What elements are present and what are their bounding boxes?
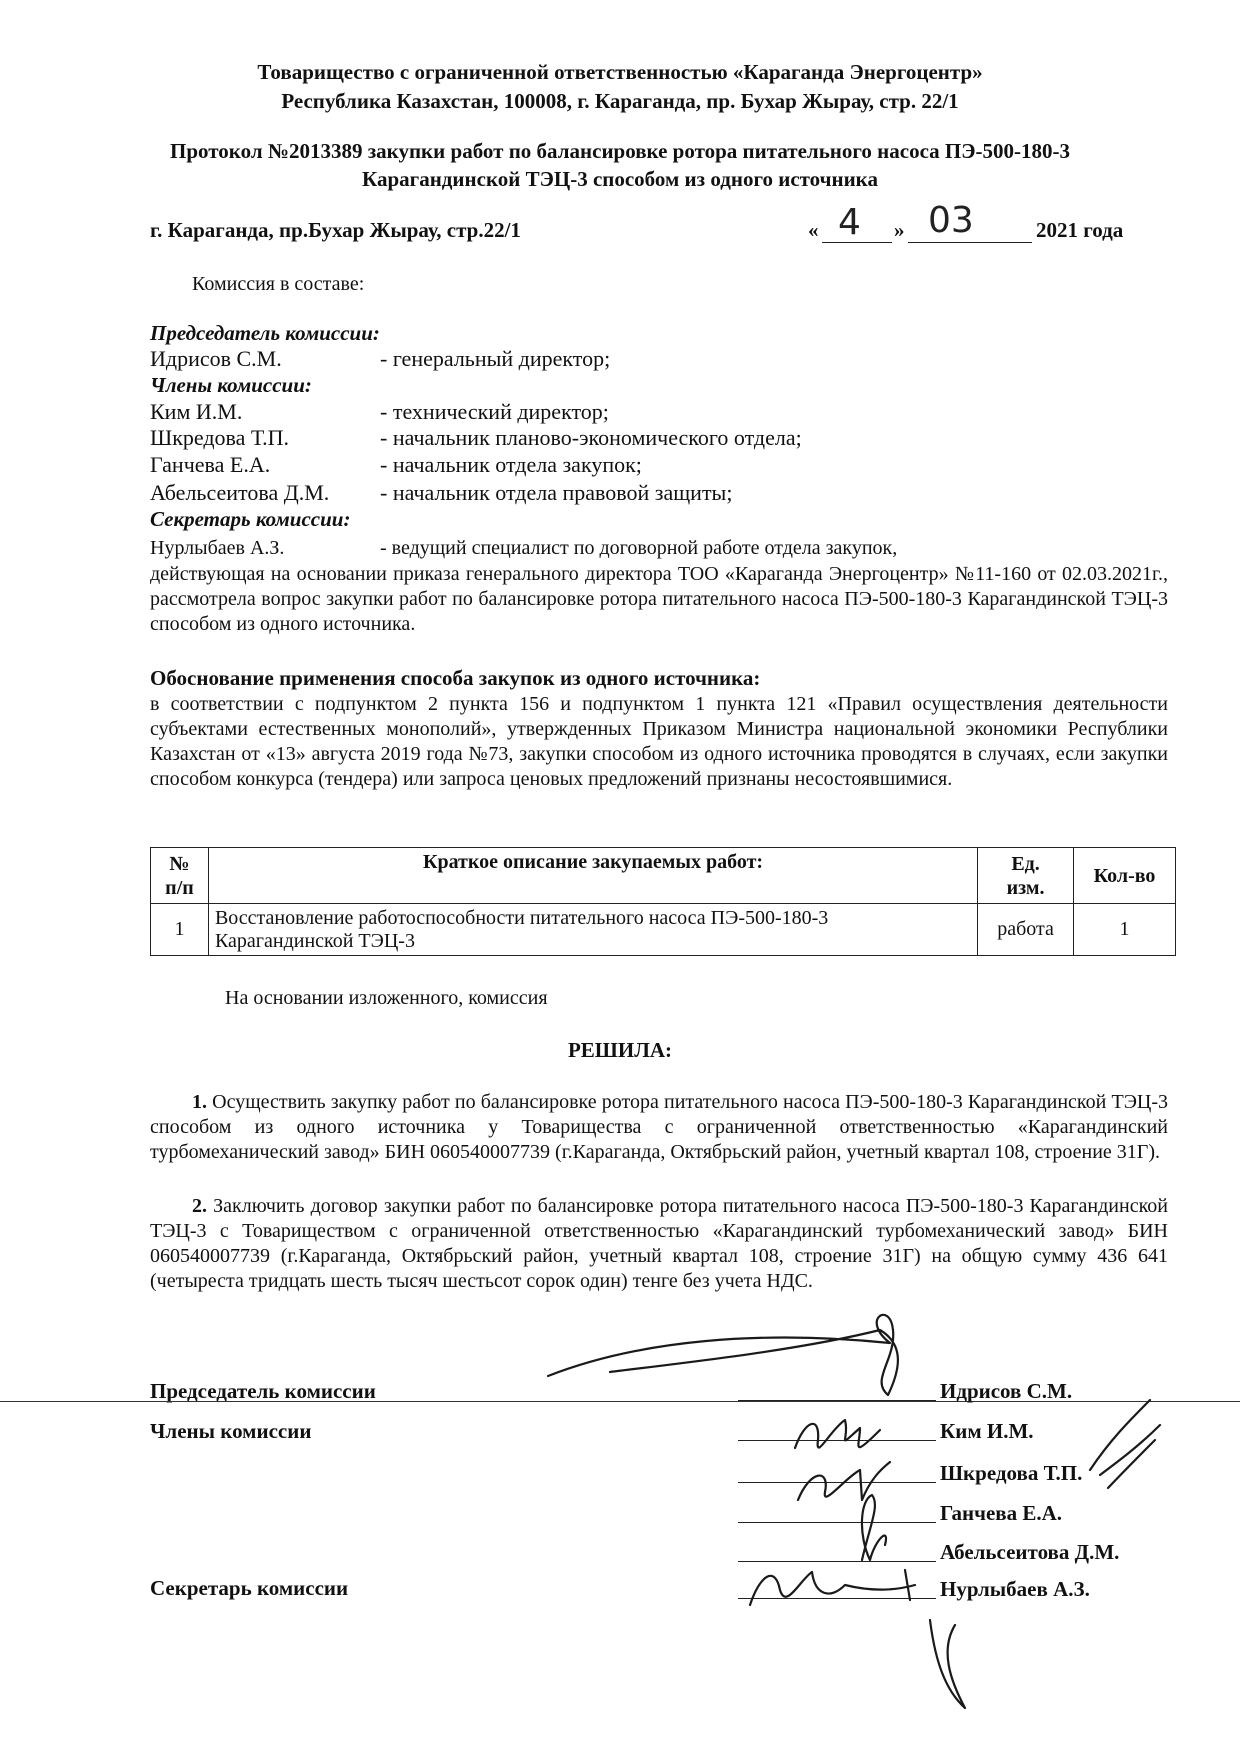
document-place: г. Караганда, пр.Бухар Жырау, стр.22/1 [150, 218, 521, 242]
member-name: Ким И.М. [150, 399, 243, 424]
justification-text: в соответствии с подпунктом 2 пункта 156 и подпунктом 1 пункта 121 «Правил осуществления деятельности субъектами естественных монополий», утвержденных Приказом Министра национальной экономики Республики Казахстан от «13» августа 2019 года №73, закупки способом из одного источника проводятся в случаях, если закупки способом конкурса (тендера) или запроса ценовых предложений признаны несостоявшимися. [150, 693, 1168, 790]
header-unit-line2: изм. [1006, 876, 1045, 899]
member-signature-scribble [798, 1462, 890, 1500]
header-qty: Кол-во [1074, 848, 1176, 904]
member-role: - начальник отдела правовой защиты; [380, 480, 733, 505]
decision-heading: РЕШИЛА: [567, 1038, 673, 1062]
secretary-signature-scribble [750, 1570, 915, 1605]
cell-unit: работа [978, 904, 1074, 956]
members-signature-label: Члены комиссии [150, 1419, 312, 1443]
secretary-signature-label: Секретарь комиссии [150, 1576, 349, 1600]
basis-line: На основании изложенного, комиссия [225, 987, 548, 1009]
cell-description: Восстановление работоспособности питательного насоса ПЭ-500-180-3 Карагандинской ТЭЦ-3 [208, 904, 977, 956]
cell-qty: 1 [1074, 904, 1176, 956]
decision-item-text: Заключить договор закупки работ по балансировке ротора питательного насоса ПЭ-500-180-3 Карагандинской ТЭЦ-3 с Товариществом с ограниченной ответственностью «Карагандинский турбомеханический завод» БИН 060540007739 (г.Караганда, Октябрьский район, учетный квартал 108, строение 31Г) на общую сумму 436 641 (четыреста тридцать шесть тысяч шестьсот сорок один) тенге без учета НДС. [150, 1195, 1168, 1292]
member-signature-scribble [862, 1495, 886, 1560]
member-signature-name: Ким И.М. [940, 1419, 1034, 1443]
date-month: 03 [928, 200, 974, 241]
justification-heading: Обоснование применения способа закупок из одного источника: [150, 666, 761, 690]
member-signature-name: Шкредова Т.П. [940, 1461, 1083, 1485]
decision-item-text: Осуществить закупку работ по балансировке ротора питательного насоса ПЭ-500-180-3 Карагандинской ТЭЦ-3 способом из одного источника у Товарищества с ограниченной ответственностью «Карагандинский турбомеханический завод» БИН 060540007739 (г.Караганда, Октябрьский район, учетный квартал 108, строение 31Г). [150, 1091, 1168, 1163]
member-role: - начальник планово-экономического отдела; [380, 425, 802, 450]
chair-signature-label: Председатель комиссии [150, 1379, 376, 1403]
secretary-name: Нурлыбаев А.З. [150, 537, 285, 559]
chair-signature-scribble [548, 1315, 898, 1395]
commission-intro: Комиссия в составе: [192, 273, 365, 295]
member-signature-scribble [1090, 1400, 1160, 1488]
header-num-line1: № [169, 852, 190, 875]
chair-name: Идрисов С.М. [150, 346, 282, 371]
date-year: 2021 года [1036, 218, 1124, 242]
org-address: Республика Казахстан, 100008, г. Караганда, пр. Бухар Жырау, стр. 22/1 [281, 89, 959, 113]
decision-item-num: 1. [192, 1091, 207, 1113]
protocol-title-line1: Протокол №2013389 закупки работ по балансировке ротора питательного насоса ПЭ-500-180-3 [170, 139, 1070, 163]
date-open-quote: « [808, 218, 819, 242]
member-name: Ганчева Е.А. [150, 452, 271, 477]
header-description: Краткое описание закупаемых работ: [208, 848, 977, 904]
chair-signature-name: Идрисов С.М. [940, 1379, 1073, 1403]
secretary-signature-name: Нурлыбаев А.З. [940, 1577, 1090, 1601]
member-signature-name: Абельсеитова Д.М. [940, 1540, 1120, 1564]
decision-item-num: 2. [192, 1195, 207, 1217]
secretary-heading: Секретарь комиссии: [150, 507, 351, 531]
member-role: - начальник отдела закупок; [380, 452, 642, 477]
date-close-quote: » [894, 218, 905, 242]
member-name: Шкредова Т.П. [150, 425, 290, 450]
member-role: - технический директор; [380, 399, 609, 424]
header-num-line2: п/п [165, 876, 194, 899]
secretary-role: - ведущий специалист по договорной работе отдела закупок, [380, 537, 898, 559]
chair-heading: Председатель комиссии: [150, 321, 380, 345]
header-unit-line1: Ед. [1011, 852, 1040, 875]
secretary-signature-scribble [930, 1620, 965, 1708]
protocol-title-line2: Карагандинской ТЭЦ-3 способом из одного источника [362, 167, 878, 191]
org-name: Товарищество с ограниченной ответственностью «Караганда Энергоцентр» [257, 60, 983, 84]
members-heading: Члены комиссии: [150, 373, 312, 397]
member-signature-scribble [795, 1420, 880, 1448]
chair-role: - генеральный директор; [380, 346, 611, 371]
member-signature-name: Ганчева Е.А. [940, 1501, 1063, 1525]
date-day: 4 [838, 202, 861, 243]
member-name: Абельсеитова Д.М. [150, 480, 330, 505]
commission-basis-text: действующая на основании приказа генерального директора ТОО «Караганда Энергоцентр» №11-160 от 02.03.2021г., рассмотрела вопрос закупки работ по балансировке ротора питательного насоса ПЭ-500-180-3 Карагандинской ТЭЦ-3 способом из одного источника. [150, 563, 1168, 635]
cell-num: 1 [151, 904, 209, 956]
